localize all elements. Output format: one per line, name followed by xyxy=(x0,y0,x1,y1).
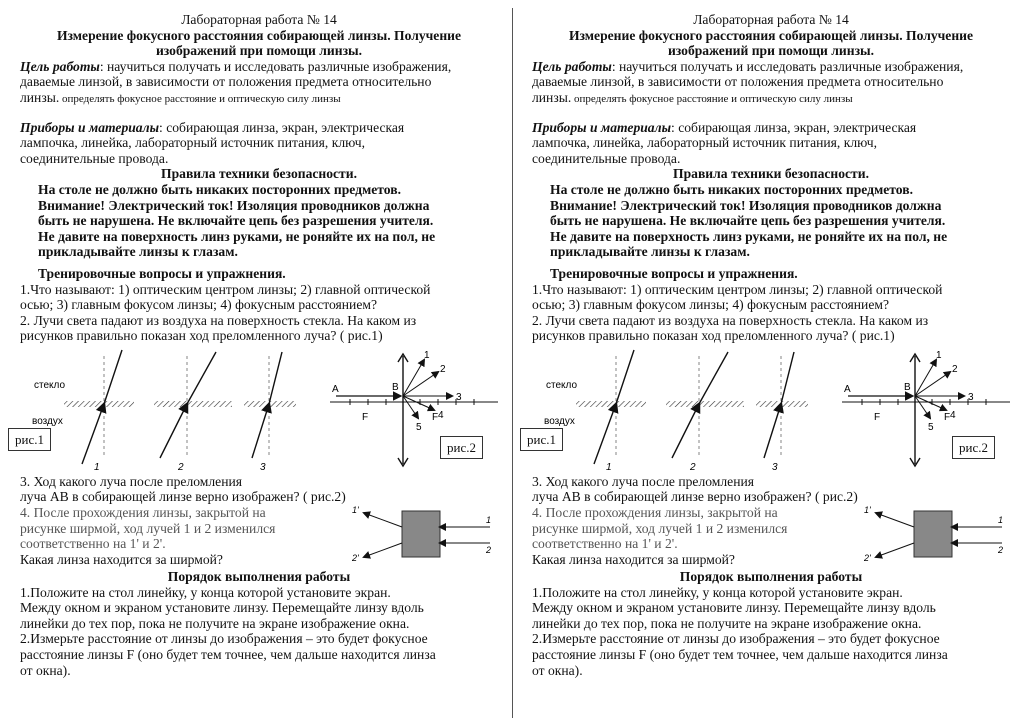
goal-paragraph xyxy=(20,59,498,75)
step2-line-3: от окна). xyxy=(532,662,583,678)
fig3-in-1: 1 xyxy=(486,515,492,526)
q4-line-3: соответственно на 1' и 2'. xyxy=(532,536,678,552)
questions-title: Тренировочные вопросы и упражнения. xyxy=(38,265,286,281)
worksheet-right xyxy=(527,12,1010,678)
q1-line-2: осью; 3) главным фокусом линзы; 4) фокусным расстоянием? xyxy=(20,297,377,313)
fig1-num: 3 xyxy=(260,461,266,473)
outgoing-ray-1 xyxy=(876,513,914,527)
fig3-in-1: 1 xyxy=(998,515,1004,526)
goal-text-3: линзы. xyxy=(532,89,572,105)
fig3-in-2: 2 xyxy=(998,545,1004,556)
page-divider xyxy=(512,8,513,718)
goal-small-text: определять фокусное расстояние и оптическую силу линзы xyxy=(571,92,853,105)
safety-line: Не давите на поверхность линз руками, не роняйте их на пол, не xyxy=(550,228,948,244)
q3-line-2: луча АВ в собирающей линзе верно изображен? ( рис.2) xyxy=(20,489,346,505)
fig3-out-2: 2' xyxy=(864,553,871,564)
incident-ray-3 xyxy=(764,404,781,458)
q4-line-4: Какая линза находится за ширмой? xyxy=(532,551,735,567)
fig1-air-label: воздух xyxy=(32,415,63,427)
equipment-text-3: соединительные провода. xyxy=(532,150,681,166)
q1-line-2: осью; 3) главным фокусом линзы; 4) фокусным расстоянием? xyxy=(532,297,889,313)
equipment-label: Приборы и материалы xyxy=(532,119,672,135)
fig2-point-a: A xyxy=(332,383,339,395)
equipment-paragraph xyxy=(20,120,498,136)
fig2-point-a: A xyxy=(844,383,851,395)
goal-small-text: определять фокусное расстояние и оптическую силу линзы xyxy=(59,92,341,105)
q4-line-3: соответственно на 1' и 2'. xyxy=(20,536,166,552)
fig1-glass-label: стекло xyxy=(546,379,578,391)
safety-line: Не давите на поверхность линз руками, не роняйте их на пол, не xyxy=(38,228,436,244)
fig1-caption: рис.1 xyxy=(520,428,563,452)
step1-line-1: 1.Положите на стол линейку, у конца которой установите экран. xyxy=(532,584,903,600)
fig2-ray-num: 4 xyxy=(950,409,956,421)
incident-ray-3 xyxy=(252,404,269,458)
q2-line-2: рисунков правильно показан ход преломленного луча? ( рис.1) xyxy=(20,328,383,344)
step1-line-3: линейки до тех пор, пока не получите на экране изображение окна. xyxy=(20,615,410,631)
screen-lens-figure xyxy=(350,505,498,565)
fig3-in-2: 2 xyxy=(486,545,492,556)
fig2-focus-right: F xyxy=(944,411,951,423)
figures-row xyxy=(527,346,1010,474)
ray-2 xyxy=(403,372,438,396)
q4-line-1: 4. После прохождения линзы, закрытой на xyxy=(20,505,266,521)
q4-block xyxy=(532,505,1010,569)
goal-text-3-wrap xyxy=(20,90,498,108)
lens-screen-box xyxy=(402,511,440,557)
safety-title: Правила техники безопасности. xyxy=(161,166,357,182)
step2-line-1: 2.Измерьте расстояние от линзы до изображения – это будет фокусное xyxy=(532,631,940,647)
topic-line-2: изображений при помощи линзы. xyxy=(667,43,875,59)
equipment-text-1: : собирающая линза, экран, электрическая xyxy=(671,119,917,135)
equipment-label: Приборы и материалы xyxy=(20,119,160,135)
glass-surface-1 xyxy=(64,401,134,407)
outgoing-ray-1 xyxy=(364,513,402,527)
goal-text-2: даваемые линзой, в зависимости от положения предмета относительно xyxy=(20,74,432,90)
incident-ray-2 xyxy=(672,404,699,458)
fig1-num: 1 xyxy=(606,461,612,473)
fig1-diagram xyxy=(32,350,296,473)
incident-ray-1 xyxy=(82,404,104,464)
fig2-caption: рис.2 xyxy=(440,436,483,460)
q4-text xyxy=(532,505,832,567)
fig2-ray-num: 3 xyxy=(968,391,974,403)
topic-line-1: Измерение фокусного расстояния собирающей линзы. Получение xyxy=(568,27,974,43)
fig2-focus-right: F xyxy=(432,411,439,423)
fig2-ray-num: 4 xyxy=(438,409,444,421)
safety-line: Внимание! Электрический ток! Изоляция проводников должна xyxy=(550,197,942,213)
goal-text-2: даваемые линзой, в зависимости от положения предмета относительно xyxy=(532,74,944,90)
glass-surface-2 xyxy=(666,401,744,407)
fig1-num: 3 xyxy=(772,461,778,473)
q4-block xyxy=(20,505,498,569)
topic-line-1: Измерение фокусного расстояния собирающей линзы. Получение xyxy=(56,27,462,43)
fig2-ray-num: 1 xyxy=(424,349,430,361)
fig1-glass-label: стекло xyxy=(34,379,66,391)
equipment-text-2: лампочка, линейка, лабораторный источник питания, ключ, xyxy=(20,135,365,151)
ray-2 xyxy=(915,372,950,396)
q3-line-1: 3. Ход какого луча после преломления xyxy=(20,473,243,489)
topic-line-2: изображений при помощи линзы. xyxy=(155,43,363,59)
equipment-paragraph xyxy=(532,120,1010,136)
step2-line-1: 2.Измерьте расстояние от линзы до изображения – это будет фокусное xyxy=(20,631,428,647)
fig2-ray-num: 3 xyxy=(456,391,462,403)
safety-title: Правила техники безопасности. xyxy=(673,166,869,182)
goal-text-1: : научиться получать и исследовать различные изображения, xyxy=(611,58,964,74)
fig1-num: 2 xyxy=(178,461,184,473)
glass-surface-1 xyxy=(576,401,646,407)
fig1-diagram xyxy=(544,350,808,473)
goal-label: Цель работы xyxy=(20,58,100,74)
q4-line-1: 4. После прохождения линзы, закрытой на xyxy=(532,505,778,521)
safety-line: быть не нарушена. Не включайте цепь без разрешения учителя. xyxy=(550,213,946,229)
q2-line-1: 2. Лучи света падают из воздуха на поверхность стекла. На каком из xyxy=(20,312,417,328)
glass-surface-2 xyxy=(154,401,232,407)
step1-line-1: 1.Положите на стол линейку, у конца которой установите экран. xyxy=(20,584,391,600)
fig3-out-2: 2' xyxy=(352,553,359,564)
q3-line-2: луча АВ в собирающей линзе верно изображен? ( рис.2) xyxy=(532,489,858,505)
incident-ray-2 xyxy=(160,404,187,458)
refracted-ray-1 xyxy=(616,350,634,404)
q2-line-2: рисунков правильно показан ход преломленного луча? ( рис.1) xyxy=(532,328,895,344)
safety-line: На столе не должно быть никаких посторонних предметов. xyxy=(38,181,401,197)
fig2-ray-num: 2 xyxy=(440,363,446,375)
fig2-focus-left: F xyxy=(874,411,881,423)
q4-text xyxy=(20,505,320,567)
fig1-caption: рис.1 xyxy=(8,428,51,452)
step1-line-2: Между окном и экраном установите линзу. Перемещайте линзу вдоль xyxy=(532,600,936,616)
lab-title: Лабораторная работа № 14 xyxy=(693,12,849,27)
q4-line-4: Какая линза находится за ширмой? xyxy=(20,551,223,567)
figures-row xyxy=(15,346,498,474)
fig3-out-1: 1' xyxy=(352,505,359,516)
goal-text-1: : научиться получать и исследовать различные изображения, xyxy=(99,58,452,74)
fig1-air-label: воздух xyxy=(544,415,575,427)
procedure-title: Порядок выполнения работы xyxy=(679,569,863,585)
fig2-ray-num: 5 xyxy=(416,421,422,433)
goal-text-3-wrap xyxy=(532,90,1010,108)
ray-1 xyxy=(915,360,936,396)
safety-line: Внимание! Электрический ток! Изоляция проводников должна xyxy=(38,197,430,213)
fig3-out-1: 1' xyxy=(864,505,871,516)
procedure-title: Порядок выполнения работы xyxy=(167,569,351,585)
q1-line-1: 1.Что называют: 1) оптическим центром линзы; 2) главной оптической xyxy=(20,281,431,297)
q4-line-2: рисунке ширмой, ход лучей 1 и 2 изменился xyxy=(532,520,788,536)
goal-paragraph xyxy=(532,59,1010,75)
refraction-figure-set xyxy=(532,346,1010,474)
fig2-ray-num: 1 xyxy=(936,349,942,361)
fig2-point-b: B xyxy=(392,381,399,393)
safety-line: прикладывайте линзы к глазам. xyxy=(38,244,238,260)
step1-line-2: Между окном и экраном установите линзу. Перемещайте линзу вдоль xyxy=(20,600,424,616)
q2-line-1: 2. Лучи света падают из воздуха на поверхность стекла. На каком из xyxy=(532,312,929,328)
outgoing-ray-2 xyxy=(876,543,914,557)
equipment-text-1: : собирающая линза, экран, электрическая xyxy=(159,119,405,135)
q3-line-1: 3. Ход какого луча после преломления xyxy=(532,473,755,489)
fig2-ray-num: 2 xyxy=(952,363,958,375)
refracted-ray-2 xyxy=(187,352,216,404)
goal-text-3: линзы. xyxy=(20,89,60,105)
equipment-text-3: соединительные провода. xyxy=(20,150,169,166)
worksheet-left xyxy=(15,12,498,678)
safety-line: быть не нарушена. Не включайте цепь без разрешения учителя. xyxy=(38,213,434,229)
step1-line-3: линейки до тех пор, пока не получите на экране изображение окна. xyxy=(532,615,922,631)
fig1-num: 2 xyxy=(690,461,696,473)
refracted-ray-3 xyxy=(269,352,282,404)
q1-line-1: 1.Что называют: 1) оптическим центром линзы; 2) главной оптической xyxy=(532,281,943,297)
refracted-ray-2 xyxy=(699,352,728,404)
refraction-figure-set xyxy=(20,346,498,474)
fig2-ray-num: 5 xyxy=(928,421,934,433)
goal-label: Цель работы xyxy=(532,58,612,74)
outgoing-ray-2 xyxy=(364,543,402,557)
refracted-ray-1 xyxy=(104,350,122,404)
fig2-caption: рис.2 xyxy=(952,436,995,460)
lab-title: Лабораторная работа № 14 xyxy=(181,12,337,27)
fig1-num: 1 xyxy=(94,461,100,473)
step2-line-3: от окна). xyxy=(20,662,71,678)
incident-ray-1 xyxy=(594,404,616,464)
lens-screen-box xyxy=(914,511,952,557)
fig2-point-b: B xyxy=(904,381,911,393)
fig2-focus-left: F xyxy=(362,411,369,423)
ray-1 xyxy=(403,360,424,396)
safety-line: прикладывайте линзы к глазам. xyxy=(550,244,750,260)
screen-lens-figure xyxy=(862,505,1010,565)
step2-line-2: расстояние линзы F (оно будет тем точнее, чем дальше находится линза xyxy=(532,647,948,663)
q4-line-2: рисунке ширмой, ход лучей 1 и 2 изменился xyxy=(20,520,276,536)
equipment-text-2: лампочка, линейка, лабораторный источник питания, ключ, xyxy=(532,135,877,151)
questions-title: Тренировочные вопросы и упражнения. xyxy=(550,265,798,281)
safety-line: На столе не должно быть никаких посторонних предметов. xyxy=(550,181,913,197)
step2-line-2: расстояние линзы F (оно будет тем точнее, чем дальше находится линза xyxy=(20,647,436,663)
refracted-ray-3 xyxy=(781,352,794,404)
